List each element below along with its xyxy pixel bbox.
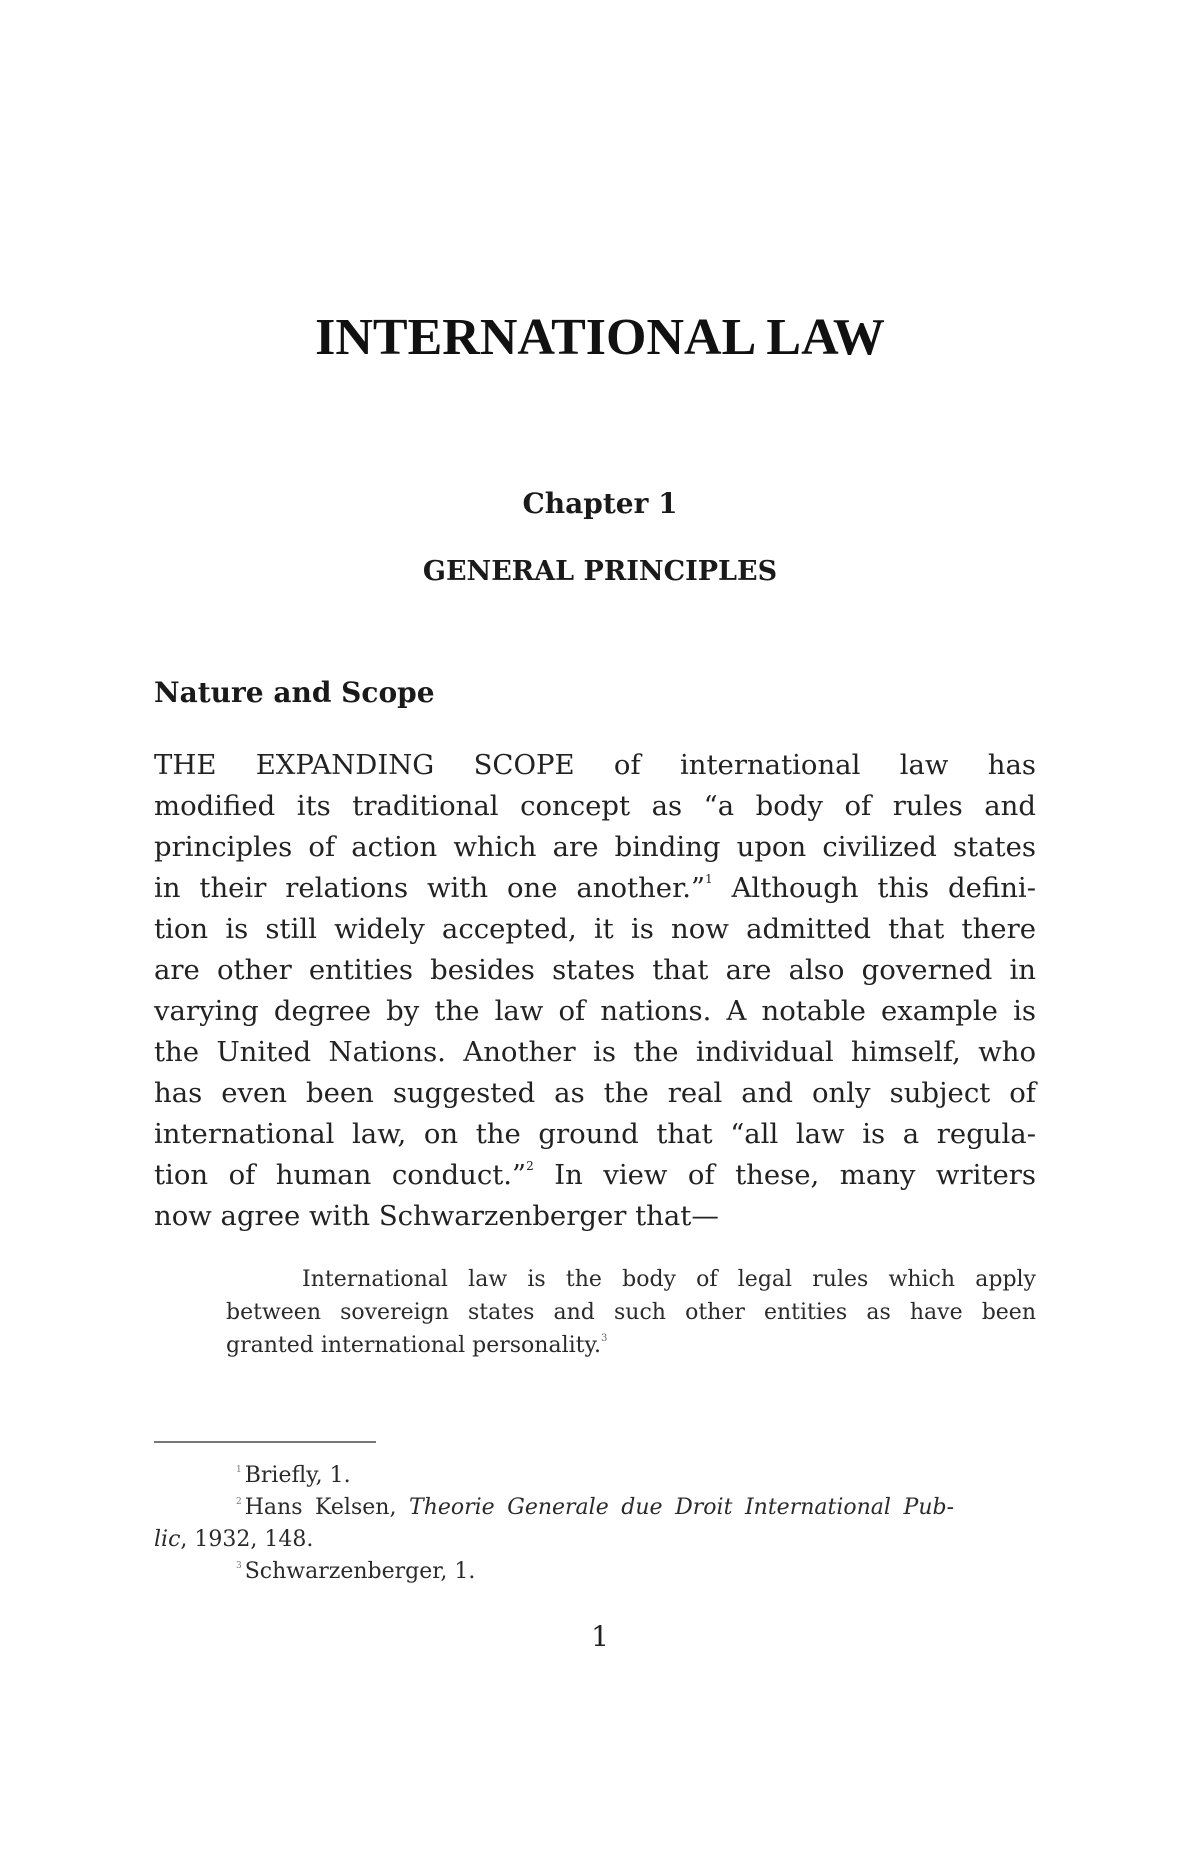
paragraph-line-text: in their relations with one another.” (154, 872, 706, 904)
paragraph-line-text: tion is still widely accepted, it is now admitted that there (154, 913, 1036, 945)
paragraph-line-text: the United Nations. Another is the individual himself, who (154, 1036, 1036, 1068)
quote-line (226, 1296, 1036, 1329)
footnote-author: Hans Kelsen, (244, 1495, 410, 1520)
paragraph-line (154, 950, 1036, 991)
footnote-text: , 1932, 148. (180, 1527, 314, 1552)
quote-line-text: International law is the body of legal rules which apply (302, 1267, 1036, 1292)
paragraph-line-text: In view of these, many writers (554, 1159, 1036, 1191)
footnote-reference[interactable]: 1 (705, 872, 713, 886)
footnote-1 (154, 1460, 1036, 1492)
paragraph-line (154, 1196, 1036, 1237)
body-paragraph (154, 745, 1036, 1237)
quote-line (226, 1329, 1036, 1362)
paragraph-line (154, 1032, 1036, 1073)
quote-line-text: between sovereign states and such other entities as have been (226, 1300, 1036, 1325)
chapter-title: GENERAL PRINCIPLES (422, 556, 778, 587)
footnote-text: Schwarzenberger, 1. (244, 1559, 476, 1584)
paragraph-line-text: principles of action which are binding upon civilized states (154, 831, 1036, 863)
footnote-line (236, 1492, 954, 1524)
quote-line-text: granted international personality. (226, 1333, 601, 1358)
paragraph-line (154, 1073, 1036, 1114)
paragraph-line-text: Although this defini- (731, 872, 1037, 904)
paragraph-line (154, 991, 1036, 1032)
block-quote (226, 1263, 1036, 1362)
paragraph-line (154, 909, 1036, 950)
footnote-reference[interactable]: 3 (600, 1333, 608, 1344)
footnote-text: Briefly, 1. (244, 1463, 351, 1488)
footnote-reference[interactable]: 2 (526, 1159, 534, 1173)
footnote-number: 1 (236, 1465, 242, 1475)
paragraph-line-text: international law, on the ground that “all law is a regula- (154, 1118, 1036, 1150)
paragraph-line-text: THE EXPANDING SCOPE of international law has (154, 749, 1036, 781)
paragraph-line-text: now agree with Schwarzenberger that— (154, 1200, 719, 1232)
footnote-number: 2 (236, 1497, 242, 1507)
paragraph-line-with-note (154, 1155, 1036, 1196)
quote-line-with-note (226, 1329, 1036, 1362)
paragraph-line-text: tion of human conduct.” (154, 1159, 527, 1191)
paragraph-line (154, 1114, 1036, 1155)
footnote-work-title: lic (154, 1527, 181, 1552)
footnote-2-continued (154, 1524, 1036, 1556)
paragraph-line-text: varying degree by the law of nations. A notable example is (154, 995, 1036, 1027)
paragraph-line-with-note (154, 868, 1036, 909)
quote-line (226, 1263, 1036, 1296)
footnote-2 (154, 1492, 1036, 1524)
paragraph-line (154, 827, 1036, 868)
book-title: INTERNATIONAL LAW (315, 309, 885, 366)
paragraph-line (154, 868, 1036, 909)
paragraph-line (154, 745, 1036, 786)
paragraph-line-text: has even been suggested as the real and only subject of (154, 1077, 1036, 1109)
paragraph-line-text: modified its traditional concept as “a body of rules and (154, 790, 1036, 822)
page-number: 1 (591, 1620, 609, 1653)
footnote-number: 3 (236, 1561, 242, 1571)
chapter-label: Chapter 1 (522, 487, 678, 520)
paragraph-line-text: are other entities besides states that are also governed in (154, 954, 1036, 986)
footnotes (154, 1460, 1036, 1588)
paragraph-line (154, 1155, 1036, 1196)
footnote-work-title: Theorie Generale due Droit International Pub- (409, 1495, 955, 1520)
footnote-3 (154, 1556, 1036, 1588)
section-heading: Nature and Scope (154, 676, 435, 709)
footnote-divider (154, 1441, 376, 1443)
paragraph-line (154, 786, 1036, 827)
